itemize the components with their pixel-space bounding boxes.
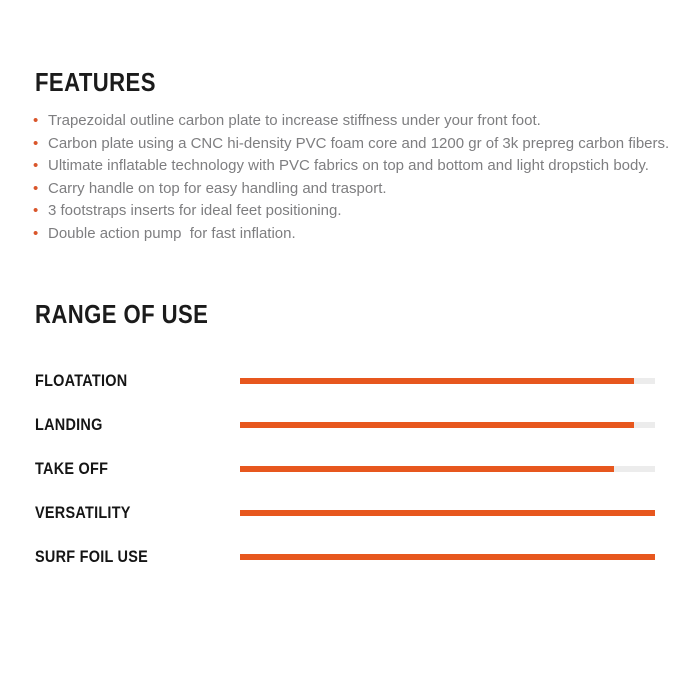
chart-row: [35, 403, 665, 447]
chart-row-label: SURF FOIL USE: [35, 547, 149, 566]
feature-text: Double action pump for fast inflation.: [48, 224, 296, 242]
chart-bar-track: [240, 554, 655, 560]
range-of-use-heading: RANGE OF USE: [35, 299, 209, 329]
feature-item: [35, 110, 685, 133]
chart-bar-fill: [240, 422, 634, 428]
chart-row: [35, 491, 665, 535]
feature-text: Carry handle on top for easy handling and trasport.: [48, 179, 387, 197]
chart-row-label: LANDING: [35, 415, 103, 434]
feature-text: 3 footstraps inserts for ideal feet positioning.: [48, 202, 342, 219]
bullet-icon: •: [33, 179, 39, 197]
feature-item: [35, 133, 685, 156]
chart-bar-fill: [240, 466, 614, 472]
chart-row-label: FLOATATION: [35, 371, 128, 390]
bullet-icon: •: [33, 202, 39, 219]
chart-row: [35, 359, 665, 403]
chart-row: [35, 535, 665, 579]
feature-item: [35, 200, 685, 223]
chart-bar-track: [240, 422, 655, 428]
chart-row-label: TAKE OFF: [35, 459, 109, 478]
bullet-icon: •: [33, 112, 39, 129]
feature-text: Carbon plate using a CNC hi-density PVC foam core and 1200 gr of 3k prepreg carbon fibers.: [48, 134, 670, 152]
range-of-use-chart: [35, 359, 665, 579]
bullet-icon: •: [33, 224, 39, 242]
chart-bar-track: [240, 378, 655, 384]
range-of-use-section: [35, 301, 665, 579]
feature-item: [35, 223, 685, 246]
chart-row: [35, 447, 665, 491]
chart-bar-fill: [240, 554, 655, 560]
chart-bar-fill: [240, 378, 634, 384]
features-list: [35, 110, 685, 245]
feature-item: [35, 178, 685, 201]
feature-item: [35, 155, 685, 178]
bullet-icon: •: [33, 134, 39, 152]
feature-text: Trapezoidal outline carbon plate to increase stiffness under your front foot.: [48, 112, 541, 129]
features-heading: FEATURES: [35, 67, 156, 97]
chart-bar-track: [240, 510, 655, 516]
bullet-icon: •: [33, 157, 39, 174]
chart-bar-track: [240, 466, 655, 472]
chart-row-label: VERSATILITY: [35, 503, 131, 522]
chart-bar-fill: [240, 510, 655, 516]
feature-text: Ultimate inflatable technology with PVC fabrics on top and bottom and light dropstich body.: [48, 157, 649, 174]
